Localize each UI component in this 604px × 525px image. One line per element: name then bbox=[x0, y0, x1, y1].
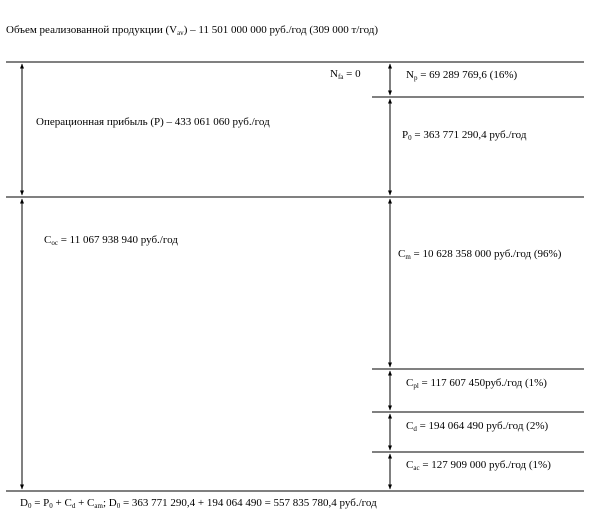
cpl-value: = 117 607 450руб./год (1%) bbox=[418, 377, 547, 389]
footer-sub: am bbox=[94, 502, 103, 510]
cpl-sub: pl bbox=[413, 382, 419, 390]
nfa-label bbox=[330, 68, 361, 81]
cm-sub: m bbox=[405, 253, 411, 261]
cac-sub: ac bbox=[413, 464, 420, 472]
header-sub: av bbox=[177, 29, 184, 37]
np-base: N bbox=[406, 69, 414, 81]
np-label bbox=[406, 69, 517, 82]
footer-part: = P bbox=[31, 497, 50, 509]
cd-value: = 194 064 490 руб./год (2%) bbox=[416, 420, 549, 432]
cm-label bbox=[398, 248, 561, 261]
footer-formula bbox=[20, 497, 377, 510]
footer-part: + C bbox=[52, 497, 72, 509]
header-pre: Объем реализованной продукции (V bbox=[6, 24, 178, 36]
np-sub: p bbox=[413, 74, 418, 82]
header-revenue bbox=[6, 24, 378, 37]
cd-sub: d bbox=[413, 425, 417, 433]
cost-sub: oc bbox=[51, 239, 58, 247]
cost-value: = 11 067 938 940 руб./год bbox=[57, 234, 178, 246]
footer-part: = 363 771 290,4 + 194 064 490 = 557 835 780,4 руб./год bbox=[120, 497, 377, 509]
cost-total-label bbox=[44, 234, 178, 247]
cpl-label bbox=[406, 377, 547, 390]
cac-label bbox=[406, 459, 551, 472]
p0-base: P bbox=[402, 129, 409, 141]
nfa-value: = 0 bbox=[343, 68, 361, 80]
p0-label bbox=[402, 129, 526, 142]
cpl-base: C bbox=[406, 377, 414, 389]
nfa-sub: fa bbox=[337, 73, 344, 81]
cac-value: = 127 909 000 руб./год (1%) bbox=[419, 459, 551, 471]
cd-label bbox=[406, 420, 548, 433]
footer-part: ; D bbox=[102, 497, 117, 509]
footer-sub: d bbox=[71, 502, 76, 510]
cac-base: C bbox=[406, 459, 414, 471]
cm-base: C bbox=[398, 248, 406, 260]
cost-base: C bbox=[44, 234, 52, 246]
nfa-base: N bbox=[330, 68, 338, 80]
footer-part: D bbox=[20, 497, 28, 509]
np-value: = 69 289 769,6 (16%) bbox=[417, 69, 518, 81]
profit-label bbox=[36, 116, 270, 129]
cd-base: C bbox=[406, 420, 414, 432]
footer-sub: 0 bbox=[49, 502, 53, 510]
footer-sub: 0 bbox=[116, 502, 121, 510]
footer-part: + C bbox=[75, 497, 95, 509]
profit-text: Операционная прибыль (P) – 433 061 060 руб./год bbox=[36, 116, 270, 128]
p0-value: = 363 771 290,4 руб./год bbox=[411, 129, 527, 141]
footer-sub: 0 bbox=[27, 502, 32, 510]
cm-value: = 10 628 358 000 руб./год (96%) bbox=[410, 248, 562, 260]
p0-sub: 0 bbox=[408, 134, 412, 142]
header-post: ) – 11 501 000 000 руб./год (309 000 т/год) bbox=[183, 24, 379, 36]
